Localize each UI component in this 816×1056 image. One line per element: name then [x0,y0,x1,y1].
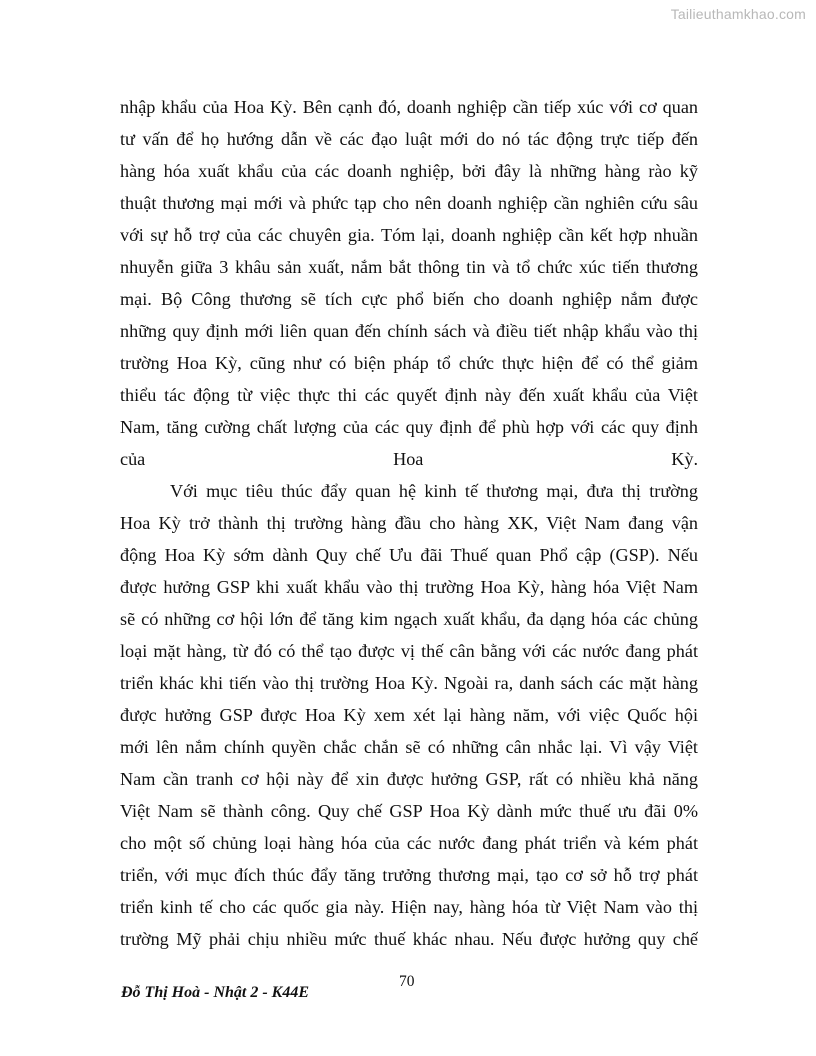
text-line: mại. Bộ Công thương sẽ tích cực phổ biến cho doanh nghiệp nắm được [120,289,698,309]
text-line: được hưởng GSP được Hoa Kỳ xem xét lại hàng năm, với việc Quốc hội [120,705,698,725]
text-line: loại mặt hàng, từ đó có thể tạo được vị thế cân bằng với các nước đang phát [120,641,698,661]
text-line: hàng hóa xuất khẩu của các doanh nghiệp, bởi đây là những hàng rào kỹ [120,161,698,181]
text-line: tư vấn để họ hướng dẫn về các đạo luật mới do nó tác động trực tiếp đến [120,129,698,149]
text-line: cho một số chủng loại hàng hóa của các nước đang phát triển và kém phát [120,833,698,853]
page-number: 70 [399,973,415,990]
text-line: nhập khẩu của Hoa Kỳ. Bên cạnh đó, doanh nghiệp cần tiếp xúc với cơ quan [120,97,698,117]
text-line: được hưởng GSP khi xuất khẩu vào thị trường Hoa Kỳ, hàng hóa Việt Nam [120,577,698,597]
text-line: Hoa Kỳ trở thành thị trường hàng đầu cho hàng XK, Việt Nam đang vận [120,513,698,533]
paragraph-1 [120,91,698,475]
text-line: Với mục tiêu thúc đẩy quan hệ kinh tế thương mại, đưa thị trường [170,481,698,501]
text-line: sẽ có những cơ hội lớn để tăng kim ngạch xuất khẩu, đa dạng hóa các chủng [120,609,698,629]
text-line: mới lên nắm chính quyền chắc chắn sẽ có những cân nhắc lại. Vì vậy Việt [120,737,698,757]
text-line: động Hoa Kỳ sớm dành Quy chế Ưu đãi Thuế quan Phổ cập (GSP). Nếu [120,545,698,565]
text-line: triển khác khi tiến vào thị trường Hoa Kỳ. Ngoài ra, danh sách các mặt hàng [120,673,698,693]
text-line: những quy định mới liên quan đến chính sách và điều tiết nhập khẩu vào thị [120,321,698,341]
text-line: thiểu tác động từ việc thực thi các quyết định này đến xuất khẩu của Việt [120,385,698,405]
document-body [120,91,698,955]
text-line: thuật thương mại mới và phức tạp cho nên doanh nghiệp cần nghiên cứu sâu [120,193,698,213]
text-line: Nam cần tranh cơ hội này để xin được hưởng GSP, rất có nhiều khả năng [120,769,698,789]
text-line: Việt Nam sẽ thành công. Quy chế GSP Hoa Kỳ dành mức thuế ưu đãi 0% [120,801,698,821]
watermark: Tailieuthamkhao.com [670,6,806,22]
text-line: Nam, tăng cường chất lượng của các quy định để phù hợp với các quy định [120,417,698,437]
text-line: triển kinh tế cho các quốc gia này. Hiện nay, hàng hóa từ Việt Nam vào thị [120,897,698,917]
text-line: của Hoa Kỳ. [120,449,698,469]
text-line: trường Hoa Kỳ, cũng như có biện pháp tổ chức thực hiện để có thể giảm [120,353,698,373]
text-line: trường Mỹ phải chịu nhiều mức thuế khác nhau. Nếu được hưởng quy chế [120,929,698,949]
paragraph-2 [120,475,698,955]
text-line: triển, với mục đích thúc đẩy tăng trưởng thương mại, tạo cơ sở hỗ trợ phát [120,865,698,885]
text-line: nhuyễn giữa 3 khâu sản xuất, nắm bắt thông tin và tổ chức xúc tiến thương [120,257,698,277]
text-line: với sự hỗ trợ của các chuyên gia. Tóm lại, doanh nghiệp cần kết hợp nhuần [120,225,698,245]
footer-author: Đỗ Thị Hoà - Nhật 2 - K44E [121,984,310,1001]
